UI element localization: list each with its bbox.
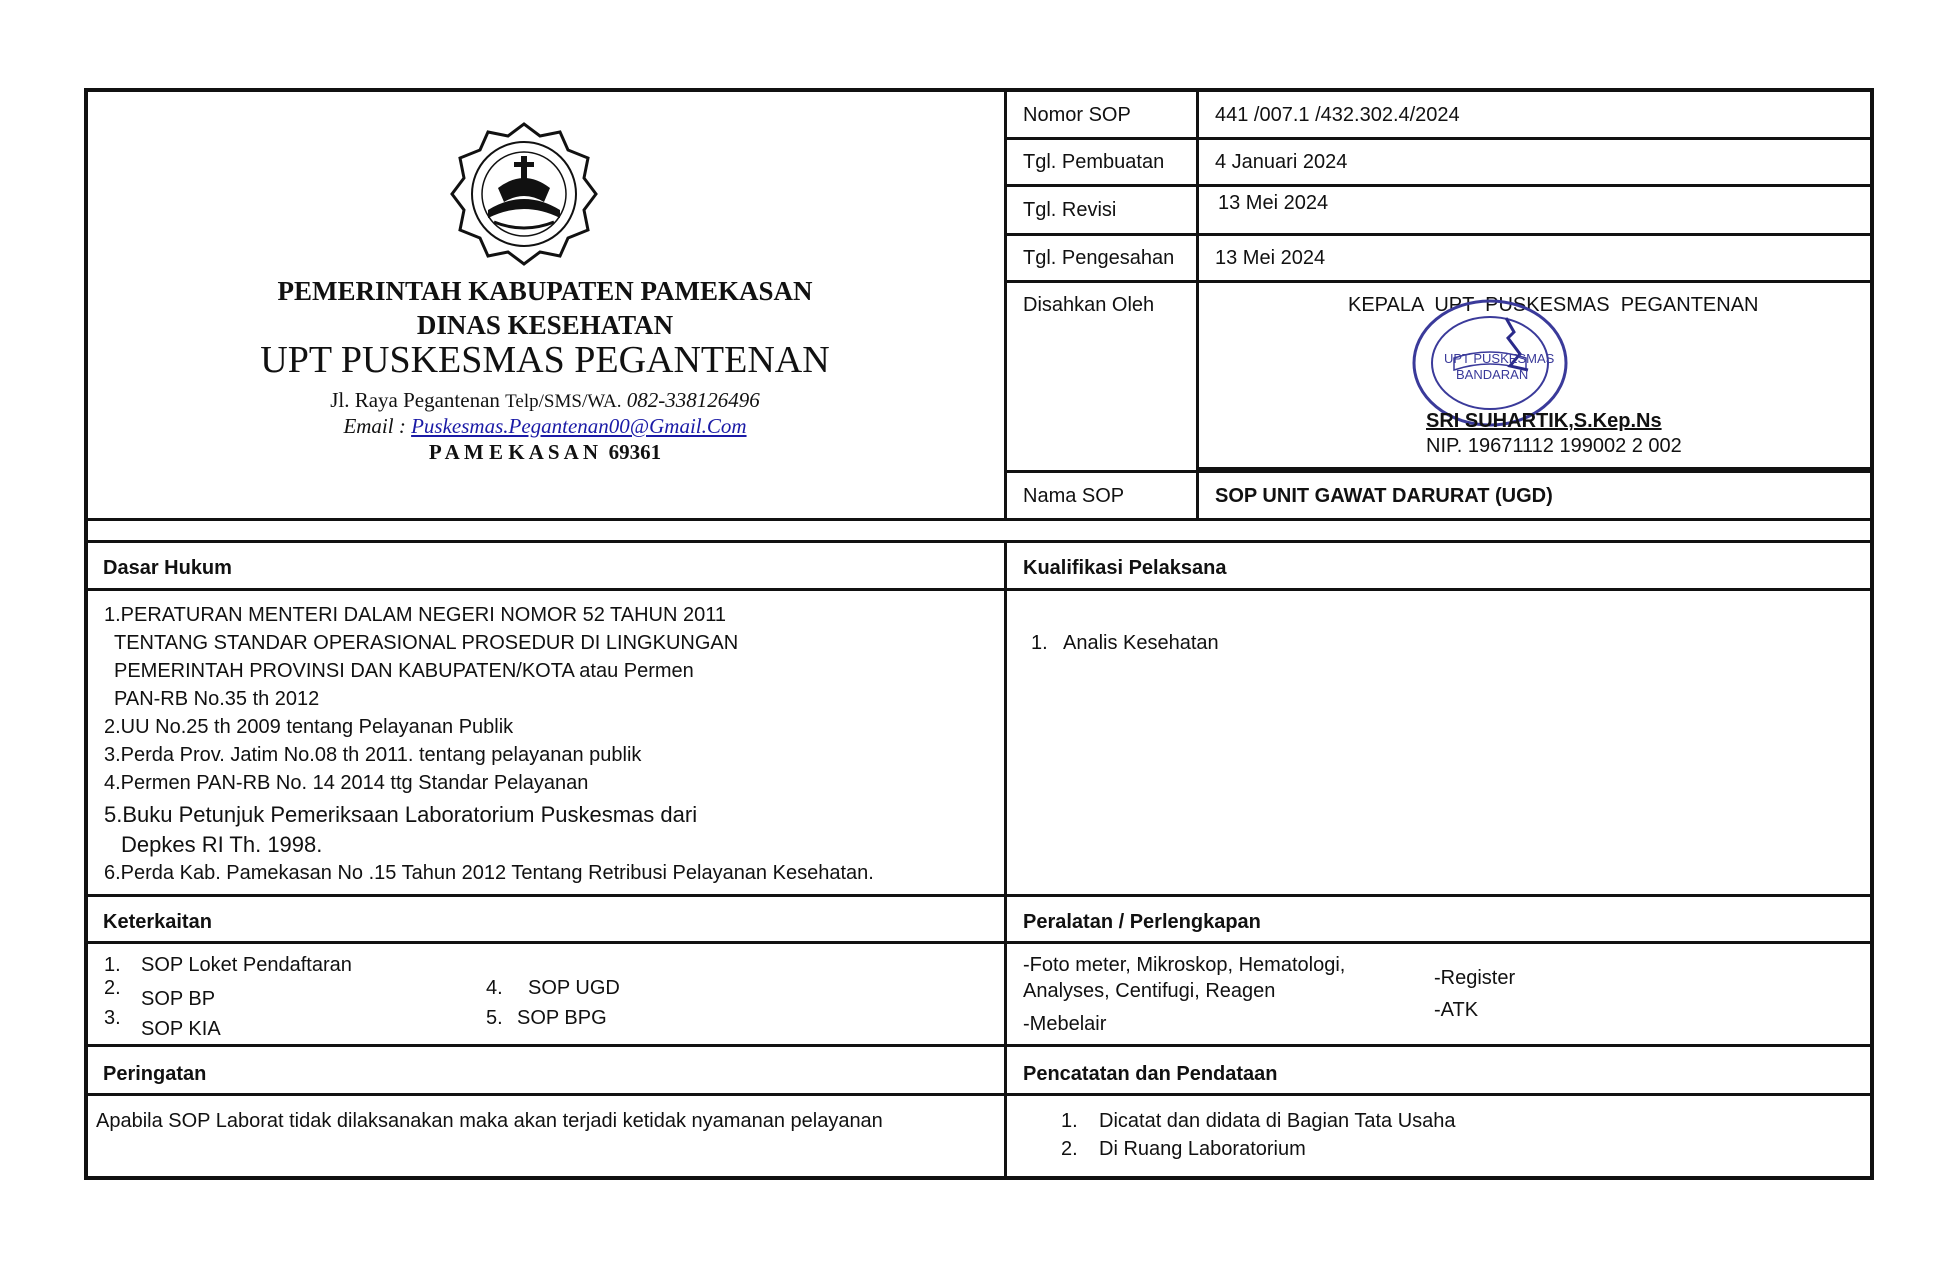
- tgl-pengesahan-label: Tgl. Pengesahan: [1023, 247, 1175, 269]
- list-item: Depkes RI Th. 1998.: [121, 832, 323, 857]
- keterkaitan-text: SOP UGD: [528, 977, 620, 999]
- list-item: 6.Perda Kab. Pamekasan No .15 Tahun 2012 Tentang Retribusi Pelayanan Kesehatan.: [104, 862, 874, 884]
- nomor-sop-label: Nomor SOP: [1023, 104, 1131, 126]
- header-city: P A M E K A S A N 69361: [428, 440, 662, 464]
- tgl-revisi-label: Tgl. Revisi: [1023, 199, 1117, 221]
- signer-nip: NIP. 19671112 199002 2 002: [1426, 435, 1682, 457]
- list-item: 4.Permen PAN-RB No. 14 2014 ttg Standar Pelayanan: [104, 772, 589, 794]
- kualifikasi-item-text: Analis Kesehatan: [1063, 632, 1219, 654]
- peralatan-left-3: -Mebelair: [1023, 1013, 1107, 1035]
- email-label: Email :: [343, 414, 412, 438]
- list-item: 1.PERATURAN MENTERI DALAM NEGERI NOMOR 52 TAHUN 2011: [104, 604, 726, 626]
- address-phone: 082-338126496: [621, 388, 760, 412]
- tgl-pembuatan-label: Tgl. Pembuatan: [1023, 151, 1165, 173]
- tgl-revisi-value: 13 Mei 2024: [1218, 192, 1329, 214]
- list-item: PAN-RB No.35 th 2012: [114, 688, 320, 710]
- keterkaitan-num: 1.: [104, 954, 121, 976]
- header-title-2: DINAS KESEHATAN: [416, 310, 674, 340]
- kualifikasi-title: Kualifikasi Pelaksana: [1023, 557, 1227, 579]
- keterkaitan-text: SOP BP: [141, 988, 216, 1010]
- logo: [448, 118, 600, 270]
- pencatatan-title: Pencatatan dan Pendataan: [1023, 1063, 1278, 1085]
- peralatan-right-1: -Register: [1434, 967, 1516, 989]
- list-item: 2.UU No.25 th 2009 tentang Pelayanan Publik: [104, 716, 514, 738]
- dasar-hukum-title: Dasar Hukum: [103, 557, 232, 579]
- nama-sop-label: Nama SOP: [1023, 485, 1125, 507]
- keterkaitan-title: Keterkaitan: [103, 911, 212, 933]
- pencatatan-num: 2.: [1061, 1138, 1078, 1160]
- pencatatan-text: Di Ruang Laboratorium: [1099, 1138, 1306, 1160]
- header-address: [110, 388, 980, 413]
- keterkaitan-num: 4.: [486, 977, 503, 999]
- keterkaitan-num: 2.: [104, 977, 121, 999]
- tgl-pembuatan-value: 4 Januari 2024: [1215, 151, 1348, 173]
- signer-name: SRI SUHARTIK,S.Kep.Ns: [1426, 410, 1662, 432]
- list-item: 5.Buku Petunjuk Pemeriksaan Laboratorium Puskesmas dari: [104, 802, 698, 827]
- list-item: 3.Perda Prov. Jatim No.08 th 2011. tentang pelayanan publik: [104, 744, 642, 766]
- tgl-pengesahan-value: 13 Mei 2024: [1215, 247, 1326, 269]
- header-email: [110, 414, 980, 439]
- keterkaitan-num: 5.: [486, 1007, 503, 1029]
- peringatan-text: Apabila SOP Laborat tidak dilaksanakan maka akan terjadi ketidak nyamanan pelayanan: [96, 1110, 883, 1132]
- header-title-3: UPT PUSKESMAS PEGANTENAN: [260, 339, 830, 381]
- nama-sop-value: SOP UNIT GAWAT DARURAT (UGD): [1215, 485, 1553, 507]
- email-link[interactable]: Puskesmas.Pegantenan00@Gmail.Com: [411, 414, 747, 438]
- keterkaitan-text: SOP KIA: [141, 1018, 221, 1040]
- disahkan-oleh-label: Disahkan Oleh: [1023, 294, 1155, 316]
- keterkaitan-text: SOP Loket Pendaftaran: [141, 954, 352, 976]
- stamp-inner-2: BANDARAN: [1456, 367, 1529, 382]
- peralatan-left-2: Analyses, Centifugi, Reagen: [1023, 980, 1276, 1002]
- peralatan-right-2: -ATK: [1434, 999, 1479, 1021]
- header-title-1: PEMERINTAH KABUPATEN PAMEKASAN: [277, 276, 813, 306]
- disahkan-title: KEPALA UPT PUSKESMAS PEGANTENAN: [1348, 294, 1759, 316]
- peringatan-title: Peringatan: [103, 1063, 207, 1085]
- pencatatan-text: Dicatat dan didata di Bagian Tata Usaha: [1099, 1110, 1456, 1132]
- pencatatan-num: 1.: [1061, 1110, 1078, 1132]
- stamp-inner-1: UPT PUSKESMAS: [1444, 351, 1555, 366]
- address-street: Jl. Raya Pegantenan: [330, 388, 506, 412]
- peralatan-title: Peralatan / Perlengkapan: [1023, 911, 1261, 933]
- keterkaitan-text: SOP BPG: [517, 1007, 607, 1029]
- list-item: PEMERINTAH PROVINSI DAN KABUPATEN/KOTA atau Permen: [114, 660, 694, 682]
- list-item: TENTANG STANDAR OPERASIONAL PROSEDUR DI LINGKUNGAN: [114, 632, 739, 654]
- kualifikasi-item-num: 1.: [1031, 632, 1048, 654]
- nomor-sop-value: 441 /007.1 /432.302.4/2024: [1215, 104, 1460, 126]
- keterkaitan-num: 3.: [104, 1007, 121, 1029]
- address-contact: Telp/SMS/WA.: [505, 391, 622, 412]
- peralatan-left-1: -Foto meter, Mikroskop, Hematologi,: [1023, 954, 1346, 976]
